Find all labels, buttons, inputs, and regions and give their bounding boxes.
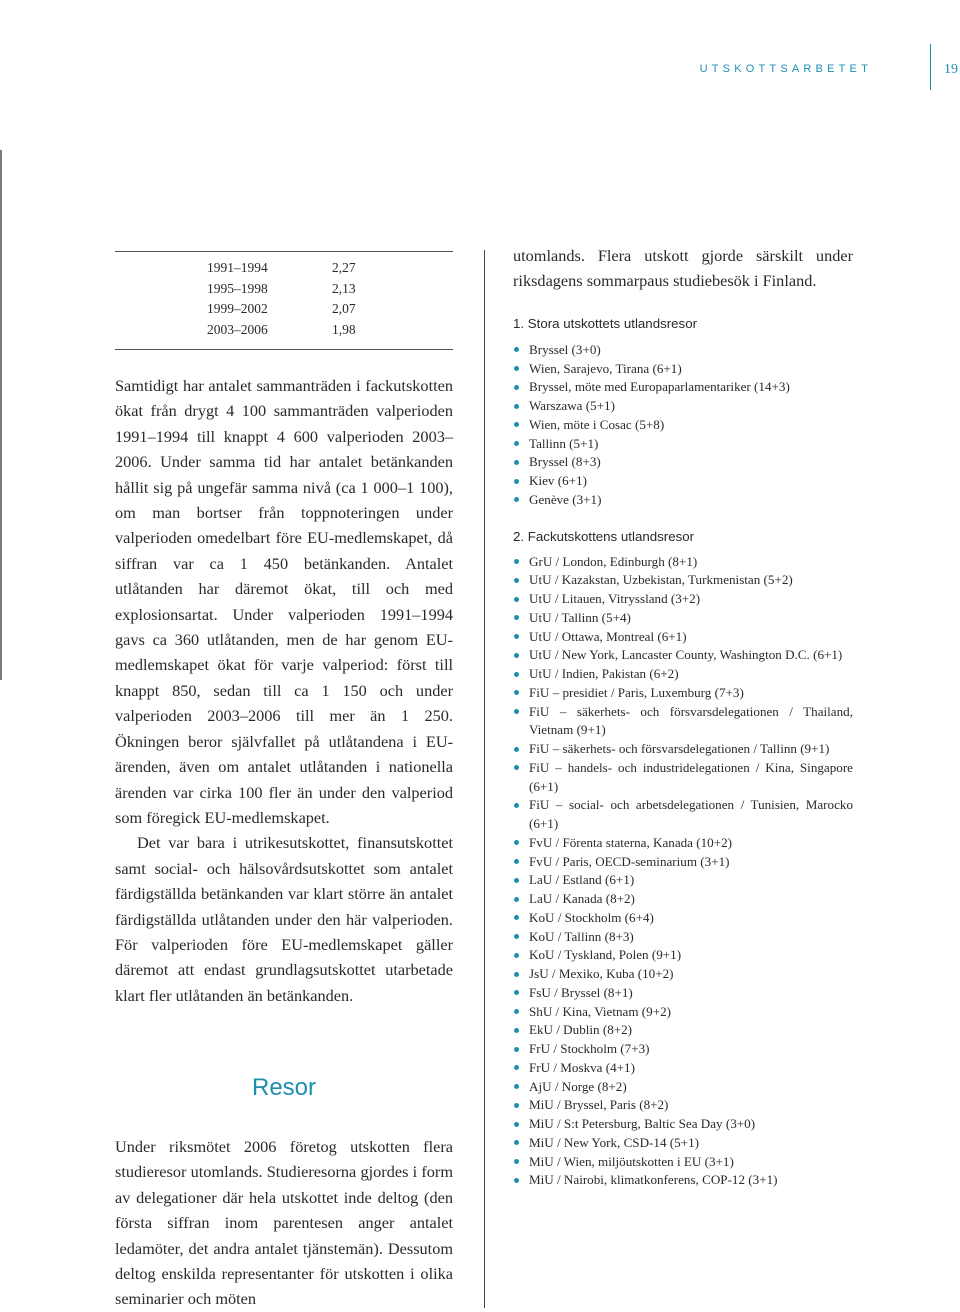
section-heading-resor: Resor xyxy=(251,1074,317,1101)
list-item: MiU / Wien, miljöutskotten i EU (3+1) xyxy=(513,1153,853,1172)
stats-row xyxy=(207,279,367,300)
list-item: FiU – säkerhets- och försvarsdelegationen / Tallinn (9+1) xyxy=(513,740,853,759)
header-divider xyxy=(930,44,931,90)
section-label: UTSKOTTSARBETET xyxy=(699,63,872,75)
list-item: FiU – säkerhets- och försvarsdelegationen / Thailand, Vietnam (9+1) xyxy=(513,703,853,741)
list-item: AjU / Norge (8+2) xyxy=(513,1078,853,1097)
paragraph-reports: Det var bara i utrikesutskottet, finansutskottet samt social- och hälsovårdsutskottet som antalet färdigställda betänkanden var klart större än antalet färdigställda utlåtanden under den här valperioden. För valperioden före EU-medlemskapet gäller däremot att endast grundlagsutskottet utarbetade klart fler utlåtanden än betänkanden. xyxy=(115,833,453,1005)
stats-period: 2003–2006 xyxy=(207,321,268,337)
list-item: KoU / Tallinn (8+3) xyxy=(513,928,853,947)
list-item: Bryssel, möte med Europaparlamentariker (14+3) xyxy=(513,378,853,397)
list-item: MiU / Nairobi, klimatkonferens, COP-12 (3+1) xyxy=(513,1171,853,1190)
column-divider xyxy=(484,250,485,1308)
list-item: Warszawa (5+1) xyxy=(513,397,853,416)
list-item: JsU / Mexiko, Kuba (10+2) xyxy=(513,965,853,984)
page-number: 19 xyxy=(944,62,958,77)
list-item: ShU / Kina, Vietnam (9+2) xyxy=(513,1003,853,1022)
list-item: KoU / Tyskland, Polen (9+1) xyxy=(513,946,853,965)
stats-row xyxy=(207,299,367,320)
list-item: MiU / S:t Petersburg, Baltic Sea Day (3+0) xyxy=(513,1115,853,1134)
stats-period: 1995–1998 xyxy=(207,280,268,296)
stats-value: 1,98 xyxy=(332,321,356,337)
list-item: MiU / New York, CSD-14 (5+1) xyxy=(513,1134,853,1153)
list-item: UtU / Litauen, Vitryssland (3+2) xyxy=(513,590,853,609)
list-heading-grand-committee: 1. Stora utskottets utlandsresor xyxy=(513,315,698,331)
list-item: UtU / Ottawa, Montreal (6+1) xyxy=(513,628,853,647)
list-item: Bryssel (3+0) xyxy=(513,341,853,360)
paragraph-travel: Under riksmötet 2006 företog utskotten flera studieresor utomlands. Studieresorna gjordes i form av delegationer där hela utskottet inde deltog (den första siffran inom parentesen anger antalet ledamöter, det andra antalet tjänstemän). Dessutom deltog enskilda representanter för utskotten i olika seminarier och möten xyxy=(115,1137,453,1309)
list-item: LaU / Kanada (8+2) xyxy=(513,890,853,909)
running-header xyxy=(700,63,912,75)
table-bottom-rule xyxy=(115,349,453,350)
stats-row xyxy=(207,320,367,341)
list-item: EkU / Dublin (8+2) xyxy=(513,1021,853,1040)
list-item: Wien, Sarajevo, Tirana (6+1) xyxy=(513,360,853,379)
stats-table xyxy=(207,258,367,340)
list-item: Genève (3+1) xyxy=(513,491,853,510)
left-body-text-travel xyxy=(115,1134,453,1312)
paragraph-travel-continued: utomlands. Flera utskott gjorde särskilt under riksdagens sommarpaus studiebesök i Finland. xyxy=(513,246,853,291)
paragraph-meetings: Samtidigt har antalet sammanträden i fackutskotten ökat från drygt 4 100 sammanträden valperioden 1991–1994 till knappt 4 600 valperioden 2003–2006. Under samma tid har antalet betänkanden hållit sig på ungefär samma nivå (ca 1 000–1 100), om man bortser från toppnoteringen under valperioden omedelbart före EU-medlemskapet, då siffran var ca 1 450 betänkanden. Antalet utlåtanden har däremot ökat, till och med explosionsartat. Under valperioden 1991–1994 gavs ca 360 utlåtanden, men de har genom EU-medlemskapet ökat för varje valperiod: först till knappt 850, sedan till ca 1 150 och under valperioden 2003–2006 till mer än 1 250. Ökningen beror självfallet på utlåtandena i EU-ärenden, även om antalet utlåtanden i nationella ärenden var cirka 100 fler än under den valperiod som föregick EU-medlemskapet. xyxy=(115,376,453,827)
list-item: FiU – presidiet / Paris, Luxemburg (7+3) xyxy=(513,684,853,703)
page-edge-mark xyxy=(0,150,2,680)
list-item: GrU / London, Edinburgh (8+1) xyxy=(513,553,853,572)
stats-period: 1991–1994 xyxy=(207,260,268,275)
table-top-rule xyxy=(115,251,453,252)
list-item: UtU / Kazakstan, Uzbekistan, Turkmenistan (5+2) xyxy=(513,571,853,590)
list-item: UtU / Tallinn (5+4) xyxy=(513,609,853,628)
list-item: UtU / New York, Lancaster County, Washington D.C. (6+1) xyxy=(513,646,853,665)
list-item: UtU / Indien, Pakistan (6+2) xyxy=(513,665,853,684)
list-item: FvU / Förenta staterna, Kanada (10+2) xyxy=(513,834,853,853)
right-column xyxy=(513,243,853,1190)
list-item: FiU – social- och arbetsdelegationen / Tunisien, Marocko (6+1) xyxy=(513,796,853,834)
stats-value: 2,27 xyxy=(332,260,356,275)
list-heading-special-committees: 2. Fackutskottens utlandsresor xyxy=(513,528,695,544)
stats-value: 2,13 xyxy=(332,280,356,296)
list-item: Wien, möte i Cosac (5+8) xyxy=(513,416,853,435)
list-item: MiU / Bryssel, Paris (8+2) xyxy=(513,1096,853,1115)
stats-row xyxy=(207,258,367,279)
list-item: KoU / Stockholm (6+4) xyxy=(513,909,853,928)
left-body-text xyxy=(115,373,453,1008)
special-committee-trips-list xyxy=(513,553,853,1191)
list-item: FvU / Paris, OECD-seminarium (3+1) xyxy=(513,853,853,872)
stats-value: 2,07 xyxy=(332,301,356,317)
list-item: FiU – handels- och industridelegationen / Kina, Singapore (6+1) xyxy=(513,759,853,797)
list-item: FrU / Moskva (4+1) xyxy=(513,1059,853,1078)
stats-period: 1999–2002 xyxy=(207,301,268,317)
list-item: FsU / Bryssel (8+1) xyxy=(513,984,853,1003)
grand-committee-trips-list xyxy=(513,341,853,510)
list-item: LaU / Estland (6+1) xyxy=(513,871,853,890)
list-item: Kiev (6+1) xyxy=(513,472,853,491)
list-item: Tallinn (5+1) xyxy=(513,435,853,454)
list-item: FrU / Stockholm (7+3) xyxy=(513,1040,853,1059)
list-item: Bryssel (8+3) xyxy=(513,453,853,472)
